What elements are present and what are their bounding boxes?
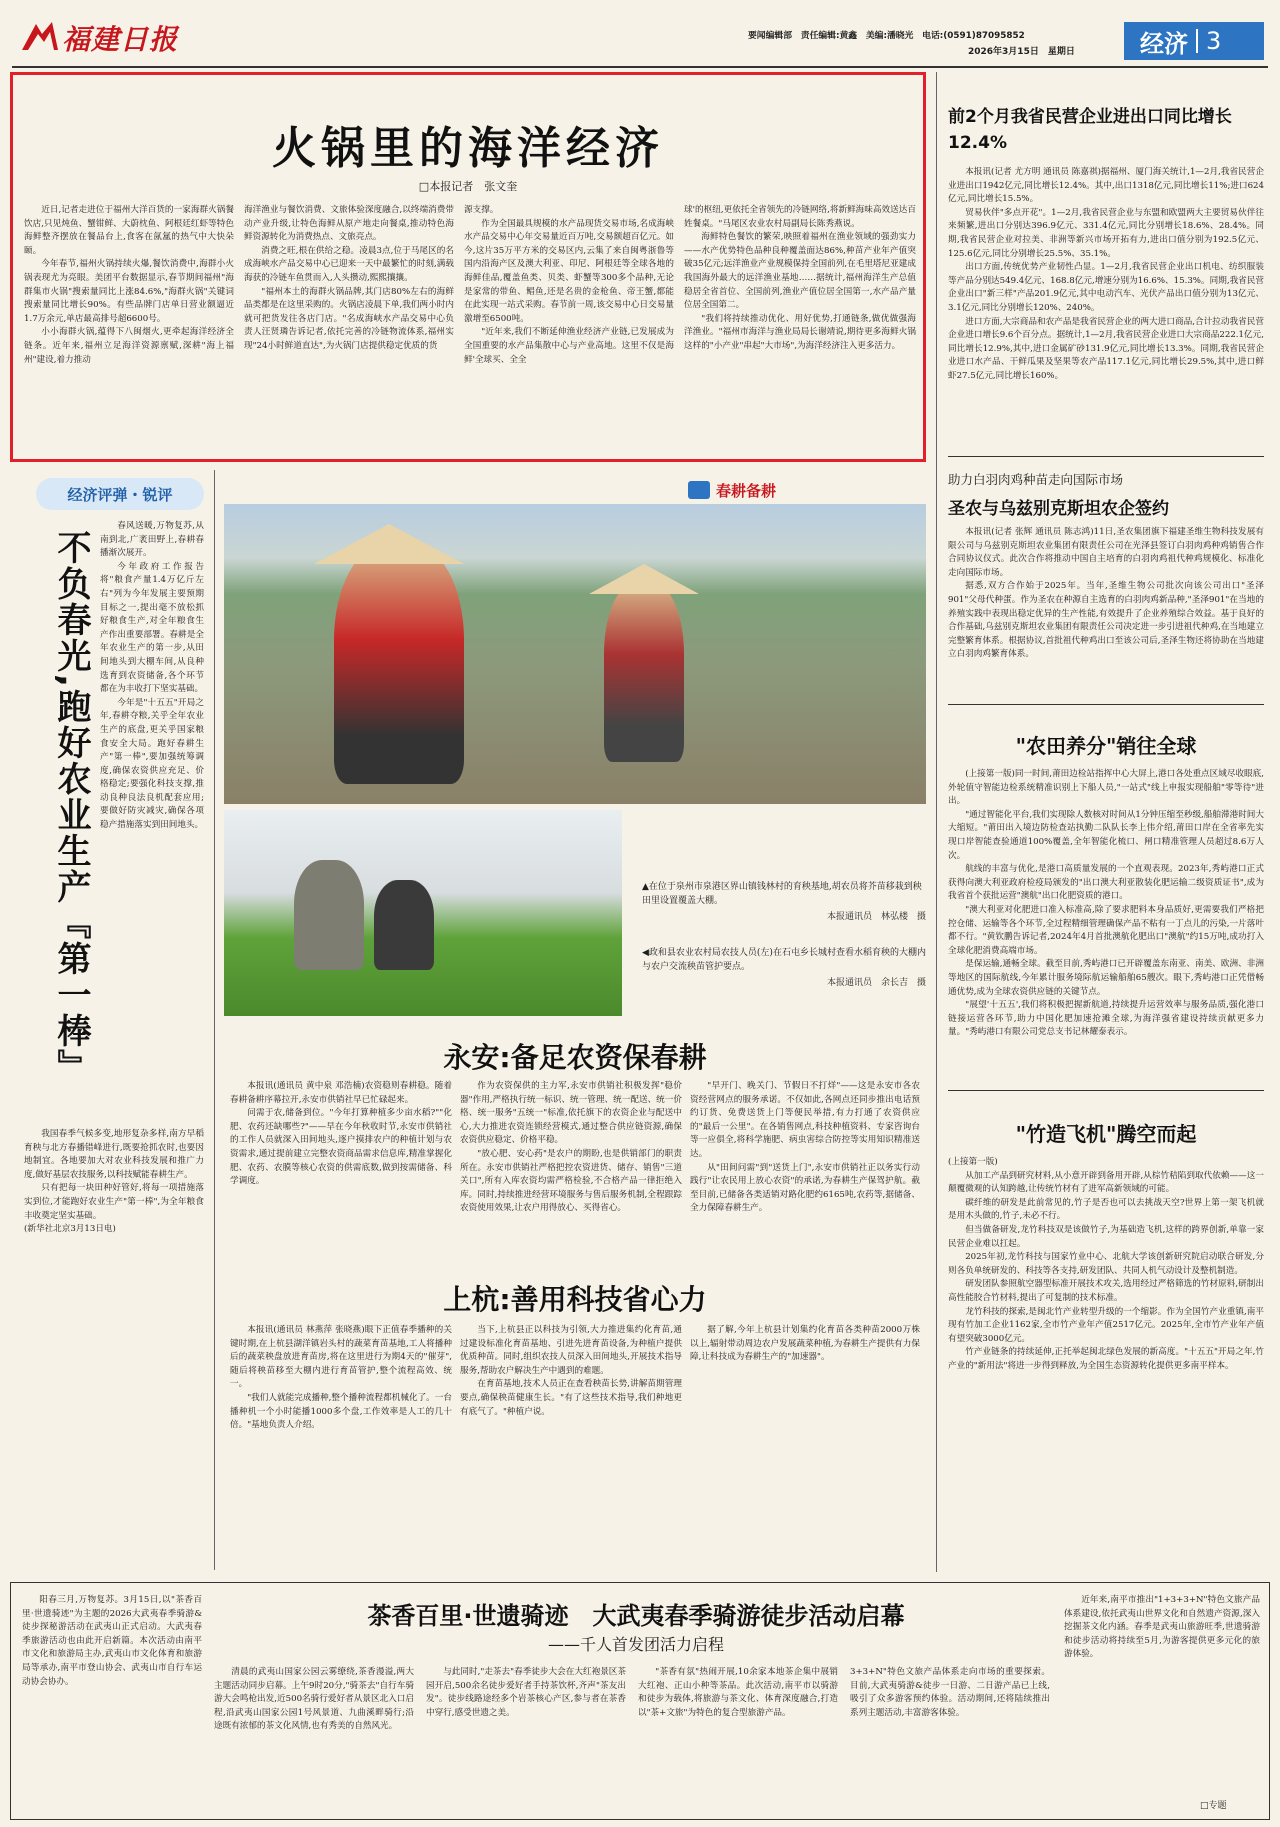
lead-para: "近年来,我们不断延伸渔业经济产业链,已发展成为全国重要的水产品集散中心与产业高地。这里不仅是海鲜'全球买、全全 bbox=[464, 327, 674, 365]
bottom-credit: □专题 bbox=[1200, 1801, 1227, 1811]
lead-col-3 bbox=[464, 204, 674, 454]
lead-para: 球'的枢纽,更依托全省领先的冷链网络,将新鲜海味高效送达百姓餐桌。"马尾区农业农村局副局长陈秀燕说。 bbox=[684, 205, 916, 229]
story2-col-1 bbox=[230, 1324, 452, 1570]
spring-tag-label: 春耕备耕 bbox=[716, 481, 777, 500]
story1-title: 永安:备足农资保春耕 bbox=[443, 1041, 707, 1074]
page-number: 3 bbox=[1206, 27, 1222, 55]
story1-col-2 bbox=[460, 1080, 682, 1264]
right2-body bbox=[948, 526, 1264, 696]
bottom-para: 与此同时,"走茶去"春季徒步大会在大红袍景区茶园开启,500余名徒步爱好者手持茶饮杯,齐声"茶友出发"。徒步线路途经多个岩茶核心产区,参与者在茶香中穿行,感受世遗之美。 bbox=[426, 1667, 626, 1718]
lead-para: 海鲜特色餐饮的繁荣,映照着福州在渔业领域的强劲实力——水产优势特色品种良种覆盖面达86%,种苗产业年产值突破35亿元;远洋渔业产业规模保持全国前列,在毛里塔尼亚建成我国海外最大的远洋渔业基地……据统计,福州海洋生产总值稳居全省首位、全国前列,渔业产值位居全国第一,水产品产量位居全国第二。 bbox=[684, 232, 916, 311]
lead-title: 火锅里的海洋经济 bbox=[272, 123, 664, 174]
lead-para: 近日,记者走进位于福州大洋百货的一家海群火锅餐饮店,只见炖鱼、蟹钳鲜、大蔚枕鱼、阿根廷红虾等特色海鲜整齐摆放在餐品台上,食客在氤氲的热气中大快朵颐。 bbox=[24, 205, 234, 256]
right-column-divider bbox=[936, 72, 937, 1572]
lead-col-1 bbox=[24, 204, 234, 454]
commentary-para: 我国春季气候多变,地形复杂多样,南方早稻育秧与北方春播错峰进行,既要抢抓农时,也要因地制宜。各地要加大对农业科技发展和推广力度,做好基层农技服务,以科技赋能春耕生产。 bbox=[24, 1129, 204, 1180]
right4-body bbox=[948, 1156, 1264, 1570]
commentary-para: 今年是"十五五"开局之年,春耕夺粮,关乎全年农业生产的底盘,更关乎国家粮食安全大局。跑好春耕生产"第一棒",要加强统筹调度,确保农资供应充足、价格稳定;要强化科技支撑,推动良种良法良机配套应用;要做好防灾减灾,确保各项稳产措施落实到田间地头。 bbox=[100, 697, 204, 831]
commentary-body-2 bbox=[24, 1128, 204, 1558]
commentary-para: 春风送暖,万物复苏,从南到北,广袤田野上,春耕春播渐次展开。 bbox=[100, 521, 204, 559]
story2-para: 据了解,今年上杭县计划集约化育苗各类种苗2000万株以上,辐射带动周边农户发展蔬菜种植,为春耕生产提供有力保障,让科技成为春耕生产的"加速器"。 bbox=[690, 1325, 920, 1363]
lead-byline: □本报记者 张文奎 bbox=[418, 180, 518, 193]
lead-col-4 bbox=[684, 204, 916, 454]
lead-col-2 bbox=[244, 204, 454, 454]
right1-para: 出口方面,传统优势产业韧性凸显。1—2月,我省民营企业出口机电、纺织服装等产品分别达549.4亿元、168.8亿元,增速分别为16.6%、15.3%。同期,我省民营企业出口"新三样"产品201.9亿元,其中电动汽车、光伏产品出口值分别为13亿元、3.1亿元,同比分别增长120%、240%。 bbox=[948, 262, 1264, 313]
story1-para: "放心肥、安心药"是农户的期盼,也是供销部门的职责所在。永安市供销社严格把控农资进货、储存、销售"三道关口",所有入库农资均需严格检验,不合格产品一律拒绝入库。同时,持续推进经营环境服务与售后服务机制,全程跟踪农资使用效果,让农户用得放心、买得省心。 bbox=[460, 1148, 682, 1214]
bottom-col-1 bbox=[22, 1594, 202, 1812]
lead-para: "我们将持续推动优化、用好优势,打通链条,做优做强海洋渔业。"福州市海洋与渔业局局长谢靖说,期待更多海鲜火锅这样的"小产业"串起"大市场",为海洋经济注入更多活力。 bbox=[684, 313, 916, 351]
bottom-col-4 bbox=[638, 1666, 838, 1812]
story2-para: 当下,上杭县正以科技为引领,大力推进集约化育苗,通过建设标准化育苗基地、引进先进育苗设备,为种植户提供优质种苗。同时,组织农技人员深入田间地头,开展技术指导服务,帮助农户解决生产中遇到的难题。 bbox=[460, 1325, 682, 1376]
right4-para: 研发团队参照航空器型标准开展技术攻关,选用经过严格筛选的竹材原料,研制出高性能胶合竹材料,提出了可复制的技术标准。 bbox=[948, 1279, 1264, 1303]
spring-tag bbox=[688, 478, 830, 502]
story2-para: 在育苗基地,技术人员正在查看秧苗长势,讲解苗期管理要点,确保秧苗健康生长。"有了这些技术指导,我们种地更有底气了。"种植户说。 bbox=[460, 1379, 682, 1417]
right3-para: 是保运输,通畅全球。截至目前,秀屿港口已开辟覆盖东南亚、南美、欧洲、非洲等地区的国际航线,今年累计服务境际航运输船舶65艘次。眼下,秀屿港口正凭借畅通优势,成为全球农资供应链的关键节点。 bbox=[948, 959, 1264, 997]
lead-para: 消费之旺,根在供给之稳。凌晨3点,位于马尾区的名成海峡水产品交易中心已迎来一天中最繁忙的时刻,满载海获的冷链车鱼贯而入,人头攒动,熙熙攘攘。 bbox=[244, 245, 454, 283]
commentary-tag bbox=[36, 478, 204, 510]
right3-para: (上接第一版)同一时间,莆田边检站指挥中心大屏上,港口各处重点区域尽收眼底,外轮值守智能边检系统精准识别上下船人员,"一站式"线上申报实现船舶"零等待"进出。 bbox=[948, 769, 1264, 807]
header-editors: 要闻编辑部 责任编辑:黄鑫 美编:潘晓光 电话:(0591)87095852 bbox=[748, 31, 1025, 41]
bottom-title: 茶香百里·世遗骑迹 大武夷春季骑游徒步活动启幕 bbox=[367, 1602, 905, 1630]
section-badge bbox=[1124, 22, 1264, 60]
right3-title: "农田养分"销往全球 bbox=[1015, 734, 1197, 758]
bottom-col-2 bbox=[214, 1666, 414, 1812]
header-date: 2026年3月15日 星期日 bbox=[968, 47, 1075, 57]
logo-emblem-icon bbox=[18, 18, 62, 54]
story2-para: 本报讯(通讯员 林燕萍 张晓燕)眼下正值春季播种的关键时期,在上杭县湖洋镇岩头村的蔬菜育苗基地,工人将播种后的蔬菜秧盘放进育苗房,将在这里进行为期4天的"催芽",随后将秧苗移至大棚内进行育苗管护,整个流程高效、统一。 bbox=[230, 1325, 452, 1390]
right4-para: (上接第一版) bbox=[948, 1157, 998, 1167]
bottom-para: 清晨的武夷山国家公园云雾缭绕,茶香漫溢,两大主题活动同步启幕。上午9时20分,"骑茶去"自行车骑游大会鸣枪出发,近500名骑行爱好者从景区北入口启程,沿武夷山国家公园1号风景道、九曲溪畔骑行;沿途既有浓郁的茶文化风情,也有秀美的自然风光。 bbox=[214, 1667, 414, 1732]
lead-para: 海洋渔业与餐饮消费、文旅体验深度融合,以终端消费带动产业升级,让特色海鲜从原产地走向餐桌,推动特色海鲜资源转化为消费热点、文旅亮点。 bbox=[244, 205, 454, 243]
right4-para: 2025年初,龙竹科技与国家竹业中心、北航大学该创新研究院启动联合研发,分则各负单统研发的、科技等各支持,研发团队、共同人机气动设计及整机制造。 bbox=[948, 1252, 1264, 1276]
header-rule bbox=[12, 66, 1268, 68]
right2-para: 据悉,双方合作始于2025年。当年,圣维生物公司批次向该公司出口"圣泽901"父母代种蛋。作为圣农在种源自主选育的白羽肉鸡新品种,"圣泽901"在当地的养殖实践中表现出稳定优异的生产性能,有效提升了企业养殖综合效益。基于良好的合作基础,乌兹别克斯坦农业集团有限责任公司决定进一步引进祖代种鸡,在当地建立完整繁育体系。根据协议,首批祖代种鸡出口至该公司后,圣泽生物还将协助在当地建立白羽肉鸡繁育体系。 bbox=[948, 581, 1264, 660]
right1-para: 贸易伙伴"多点开花"。1—2月,我省民营企业与东盟和欧盟两大主要贸易伙伴往来频繁,进出口分别达396.9亿元、331.4亿元,同比分别增长18.6%、28.4%。同期,我省民营企业对拉美、非洲等新兴市场开拓有力,进出口值分别为192.5亿元、125.6亿元,同比分别增长25.5%、35.1%。 bbox=[948, 207, 1264, 259]
newspaper-logo bbox=[18, 16, 179, 56]
lead-para: "福州本土的海群火锅品牌,其门店80%左右的海鲜品类都是在这里采购的。火锅店凌晨下单,我们两小时内就可把货发往各店门店。"名成海峡水产品交易中心负责人汪贤璘告诉记者,依托完善的冷链物流体系,福州实现"24小时鲜道直达",为火锅门店提供稳定优质的货 bbox=[244, 286, 454, 351]
bottom-para: 阳春三月,万物复苏。3月15日,以"茶香百里·世遗骑迹"为主题的2026大武夷春季骑游&徒步探秘游活动在武夷山正式启动。大武夷春季旅游活动也由此开启新篇。本次活动由南平市文化和旅游局主办,武夷山市文化体育和旅游局等承办,南平市登山协会、武夷山市自行车运动协会协办。 bbox=[22, 1595, 202, 1687]
right4-para: 碳纤维的研发是此前常见的,竹子是否也可以去挑战天空?世界上第一架飞机就是用木头做的,竹子,未必不行。 bbox=[948, 1197, 1264, 1222]
right2-kicker: 助力白羽肉鸡种苗走向国际市场 bbox=[948, 472, 1124, 487]
bottom-col-6 bbox=[1064, 1594, 1260, 1792]
right1-para: 进口方面,大宗商品和农产品是我省民营企业的两大进口商品,合计拉动我省民营企业进口增长9.6个百分点。据统计,1—2月,我省民营企业进口大宗商品222.1亿元,同比增长12.9%,其中,进口金属矿砂131.9亿元,同比增长13.3%。同期,我省民营企业进口水产品、干鲜瓜果及坚果等农产品117.1亿元,同比增长29.5%,其中,进口鲜虾27.5亿元,同比增长160%。 bbox=[948, 316, 1264, 381]
lead-para: 作为全国最具规模的水产品现货交易市场,名成海峡水产品交易中心年交易量近百万吨,交易额超百亿元。如今,这片35万平方米的交易区内,云集了来自闽粤浙鲁等国内沿海产区及澳大利亚、印尼、阿根廷等全球各地的海鲜佳品,覆盖鱼类、贝类、虾蟹等300多个品种,无论是家常的带鱼、鲳鱼,还是名贵的金枪鱼、帝王蟹,都能在此实现一站式采购。春节前一周,该交易中心日交易量激增至6500吨。 bbox=[464, 218, 674, 324]
story2-col-3 bbox=[690, 1324, 920, 1570]
lead-para: 源支撑。 bbox=[464, 205, 499, 215]
story2-title: 上杭:善用科技省心力 bbox=[443, 1283, 707, 1316]
photo1-credit: 本报通讯员 林弘楼 摄 bbox=[826, 912, 926, 922]
right4-title: "竹造飞机"腾空而起 bbox=[1015, 1122, 1197, 1146]
right3-body bbox=[948, 768, 1264, 1084]
bottom-subtitle: ——千人首发团活力启程 bbox=[547, 1635, 724, 1654]
right2-title: 圣农与乌兹别克斯坦农企签约 bbox=[948, 499, 1169, 519]
bottom-para: 近年来,南平市推出"1+3+3+N"特色文旅产品体系建设,依托武夷山世界文化和自然遗产资源,深入挖掘茶文化内涵。春季是武夷山旅游旺季,世遗骑游和徒步活动将持续至5月,为游客提供更多元化的旅游体验。 bbox=[1064, 1595, 1260, 1660]
photo1-caption-text: ▲在位于泉州市泉港区界山镇钱林村的育秧基地,胡农员将芥苗移栽到秧田里设置覆盖大棚。 bbox=[642, 882, 922, 906]
bottom-col-5 bbox=[850, 1666, 1050, 1812]
commentary-tag-label: 经济评弹・锐评 bbox=[67, 485, 173, 504]
right4-para: 龙竹科技的探索,是闽北竹产业转型升级的一个缩影。作为全国竹产业重镇,南平现有竹加工企业1162家,全市竹产业年产值2517亿元。2025年,全市竹产业年产值有望突破3000亿元。 bbox=[948, 1306, 1264, 1344]
commentary-para: 只有把每一块田种好管好,将每一项措施落实到位,才能跑好农业生产"第一棒",为全年粮食丰收奠定坚实基础。 bbox=[24, 1183, 204, 1221]
section-name: 经济 bbox=[1140, 29, 1188, 58]
greenhouse-seedling-photo bbox=[224, 804, 628, 1016]
story1-para: 从"田间问需"到"送货上门",永安市供销社正以务实行动践行"让农民用上放心农资"的承诺,为春耕生产保驾护航。截至目前,已储备各类适销对路化肥约6165吨,农药等,据储备、全力保障春耕生产。 bbox=[690, 1162, 920, 1214]
right2-para: 本报讯(记者 张辉 通讯员 陈志鸿)11日,圣农集团旗下福建圣维生物科技发展有限公司与乌兹别克斯坦农业集团有限责任公司在光泽县签订白羽肉鸡种鸡销售合作合同协议仪式。此次合作将推动中国自主培育的白羽肉鸡祖代种鸡规模化、标准化走向国际市场。 bbox=[948, 527, 1264, 578]
logo-text: 福建日报 bbox=[62, 23, 179, 56]
tractor-icon bbox=[688, 481, 710, 499]
commentary-body bbox=[100, 520, 204, 1080]
right4-para: 竹产业链条的持续延伸,正托举起闽北绿色发展的新高度。"十五五"开局之年,竹产业的"新用法"将进一步得到释放,为全国生态资源转化提供更多南平样本。 bbox=[948, 1347, 1264, 1371]
story1-para: 问需于农,储备到位。"今年打算种植多少亩水稻?""化肥、农药还缺哪些?"——早在今年秋收时节,永安市供销社的工作人员就深入田间地头,逐户摸排农户的种植计划与农资需求,通过提前建立完整农资商品需求信息库,精准掌握化肥、农药、农膜等核心农资的供需底数,做到按需储备、科学调度。 bbox=[230, 1108, 452, 1187]
lead-para: 小小海群火锅,蕴得下八闽烟火,更牵起海洋经济全链条。近年来,福州立足海洋资源禀赋,深耕"海上福州"建设,着力推动 bbox=[24, 327, 234, 365]
story1-para: 本报讯(通讯员 黄中泉 邓浩楠)农资稳则春耕稳。随着春耕备耕序幕拉开,永安市供销社早已忙碌起来。 bbox=[230, 1081, 452, 1105]
right3-para: "通过智能化平台,我们实现除人数核对时间从1分钟压缩至秒级,船舶滞港时间大大缩短。"莆田出入境边防检查站执勤二队队长李上伟介绍,莆田口岸在全省率先实现口岸智能查验通道100%覆盖,全年智能化梳口、闸口精准管理人员超过8.6万人次。 bbox=[948, 809, 1264, 861]
photo1-caption bbox=[642, 880, 926, 924]
story1-para: "早开门、晚关门、节假日不打烊"——这是永安市各农资经营网点的服务承诺。不仅如此,各网点还同步推出电话预约订货、免费送货上门等便民举措,有力打通了农资供应的"最后一公里"。在各销售网点,科技种植资料、专家咨询台等一应俱全,将科学施肥、病虫害综合防控等实用知识精准送达。 bbox=[690, 1081, 920, 1159]
right1-body bbox=[948, 166, 1264, 448]
story1-col-1 bbox=[230, 1080, 452, 1264]
photo2-caption-text: ◀政和县农业农村局农技人员(左)在石屯乡长城村查看水稻育秧的大棚内与农户交流秧苗管护要点。 bbox=[642, 948, 926, 972]
story1-col-3 bbox=[690, 1080, 920, 1264]
page-header bbox=[0, 0, 1280, 70]
commentary-title: 不负春光,跑好农业生产『第一棒』 bbox=[51, 530, 91, 1085]
right3-para: 航线的丰富与优化,是港口高质量发展的一个直观表现。2023年,秀屿港口正式获得向澳大利亚政府检疫局颁发的"出口澳大利亚散装化肥运输二级资质证书",成为我省首个获批运营"澳航"出口化肥资质的港口。 bbox=[948, 864, 1264, 902]
commentary-source: (新华社北京3月13日电) bbox=[24, 1224, 116, 1235]
bottom-para: "茶香有氛"热闹开展,10余家本地茶企集中展销大红袍、正山小种等茶品。此次活动,南平市以骑游和徒步为载体,将旅游与茶文化、体育深度融合,打造以"茶+文旅"为特色的复合型旅游产品。 bbox=[638, 1667, 838, 1718]
lead-para: 今年春节,福州火锅持续火爆,餐饮消费中,海群小火锅表现尤为亮眼。美团平台数据显示,春节期间福州"海群集市火锅"搜索量同比上涨84.6%,"海群火锅"关键词搜索量同比增长90%。有些品牌门店单日营业额逼近1.7万余元,单店最高排号超6600号。 bbox=[24, 259, 234, 324]
farmers-field-photo bbox=[224, 504, 926, 804]
right1-title: 前2个月我省民营企业进出口同比增长12.4% bbox=[948, 107, 1232, 153]
right4-para: 但当做备研发,龙竹科技双是该做竹子,为基础造飞机,这样的跨界创新,单靠一家民营企业难以扛起。 bbox=[948, 1224, 1264, 1249]
commentary-para: 今年政府工作报告将"粮食产量1.4万亿斤左右"列为今年发展主要预期目标之一,提出毫不放松抓好粮食生产,对全年粮食生产作出重要部署。春耕是全年农业生产的第一步,从田间地头到大棚车间,从良种选育到农资储备,各个环节都在为丰收打下坚实基础。 bbox=[100, 561, 204, 695]
right4-para: 从加工产品到研究材料,从小意开辟到备用开辟,从棕竹秸陷到取代依赖——这一颠覆微观的认知跨越,让传统竹材有了进军高新领域的可能。 bbox=[948, 1170, 1264, 1195]
right1-para: 本报讯(记者 尤方明 通讯员 陈嘉祺)据福州、厦门海关统计,1—2月,我省民营企业进出口1942亿元,同比增长12.4%。其中,出口1318亿元,同比增长11%;进口624亿元,同比增长15.5%。 bbox=[948, 167, 1264, 205]
story2-para: "我们人就能完成播种,整个播种流程都机械化了。一台播种机一个小时能播1000多个盘,工作效率是人工的几十倍。"基地负责人介绍。 bbox=[230, 1392, 452, 1431]
story2-col-2 bbox=[460, 1324, 682, 1570]
right3-para: "展望'十五五',我们将积极把握新航道,持续提升运营效率与服务品质,强化港口链接运营各环节,助力中国化肥加速抢滩全球,为海洋强省建设持续贡献更多力量。"秀屿港口有限公司党总支书记林耀泰表示。 bbox=[948, 1000, 1264, 1038]
bottom-para: 3+3+N"特色文旅产品体系走向市场的重要探索。目前,大武夷骑游&徒步一日游、二日游产品已上线,吸引了众多游客预约体验。活动期间,还将陆续推出系列主题活动,丰富游客体验。 bbox=[850, 1667, 1050, 1718]
bottom-col-3 bbox=[426, 1666, 626, 1812]
photo2-credit: 本报通讯员 余长吉 摄 bbox=[826, 978, 926, 988]
story1-para: 作为农资保供的主力军,永安市供销社积极发挥"稳价器"作用,严格执行统一标识、统一管理、统一配送、统一价格、统一服务"五统一"标准,依托旗下的农资企业与配送中心,大力推进农资连锁经营模式,通过整合供应链资源,确保农资供应稳定、价格平稳。 bbox=[460, 1081, 682, 1146]
right3-para: "澳大利亚对化肥进口准入标准高,除了要求肥料本身品质好,更需要我们严格把控仓储、运输等各个环节,全过程精细管理确保产品不粘有一丁点儿的污染,一片落叶都不行。"黄钦鹏告诉记者,2024年4月首批澳航化肥出口"澳航"约15万吨,成功打入全球化肥消费高端市场。 bbox=[948, 904, 1264, 956]
photo2-caption bbox=[642, 946, 926, 990]
